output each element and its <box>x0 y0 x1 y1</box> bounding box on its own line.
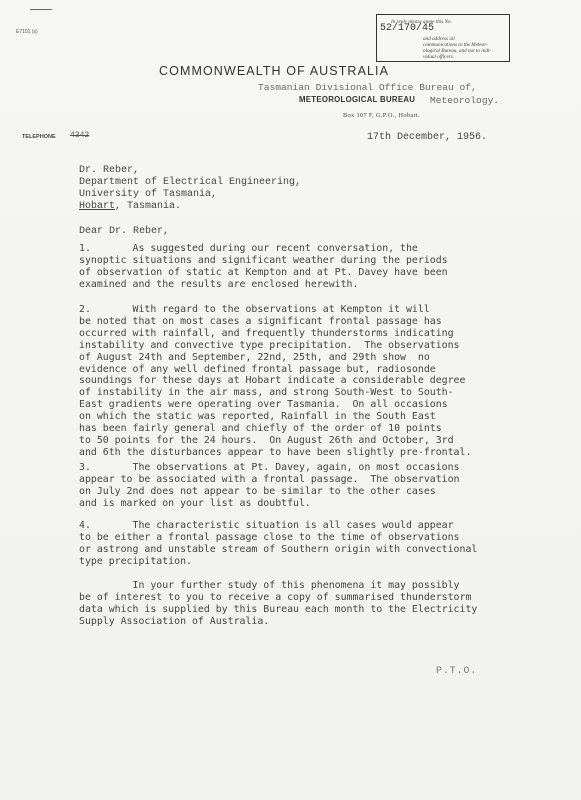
pto-marker: P.T.O. <box>436 665 478 676</box>
recipient-department: Department of Electrical Engineering, <box>79 177 302 188</box>
paragraph-2: 2. With regard to the observations at Kempton it will be noted that on most cases a significant frontal passage has occurred with rainfall, and frequently thunderstorms indicating instability and convective type precipitation. The observations of August 24th and September, 22nd, 25th, and 29th show no evidence of any well defined frontal passage but, radiosonde soundings for these days at Hobart indicate a considerable degree of instability in the air mass, and strong South-West to South- East gradients were operating over Tasmania. On all occasions on which the static was reported, Rainfall in the South East has been fairly general and chiefly of the order of 10 points to 50 points for the 24 hours. On August 26th and October, 3rd and 6th the disturbances appear to have been slightly pre-frontal. <box>79 304 472 458</box>
bureau-name: METEOROLOGICAL BUREAU <box>299 95 416 104</box>
paragraph-4: 4. The characteristic situation is all cases would appear to be either a frontal passage close to the time of observations or astrong and unstable stream of Southern origin with convectional type precipitation. <box>79 520 478 567</box>
postal-box: Box 107 F, G.P.O., Hobart. <box>343 112 420 119</box>
telephone-number: 4342 <box>70 131 90 140</box>
telephone-label: TELEPHONE <box>22 134 56 140</box>
letter-date: 17th December, 1956. <box>367 132 488 143</box>
recipient-name: Dr. Reber, <box>79 165 140 176</box>
reference-box <box>376 14 510 62</box>
recipient-city-rest: , Tasmania. <box>115 201 182 212</box>
ref-line-5: vidual officers. <box>423 54 455 60</box>
corner-mark <box>30 9 52 10</box>
recipient-university: University of Tasmania, <box>79 189 218 200</box>
ref-number: 52/170/45 <box>380 23 435 34</box>
office-line-2: Meteorology. <box>430 95 500 106</box>
ref-line-4: ological Bureau, and not to indi- <box>423 48 492 54</box>
ref-line-3: communications to the Meteor- <box>423 42 488 48</box>
ref-line-2: and address all <box>423 36 455 42</box>
paragraph-1: 1. As suggested during our recent conversation, the synoptic situations and significant weather during the periods of observation of static at Kempton and at Pt. Davey have been examined and the results are enclosed herewith. <box>79 243 448 290</box>
paragraph-3: 3. The observations at Pt. Davey, again, on most occasions appear to be associated with a frontal passage. The observation on July 2nd does not appear to be similar to the other cases and is marked on your list as doubtful. <box>79 462 460 509</box>
recipient-city <box>79 201 181 212</box>
form-code: E7101 (s) <box>16 29 38 35</box>
salutation: Dear Dr. Reber, <box>79 226 170 237</box>
recipient-city-underlined: Hobart <box>79 201 116 212</box>
office-line-1: Tasmanian Divisional Office Bureau of, <box>258 82 477 93</box>
ref-instruction: In reply please quote this No. <box>391 19 452 25</box>
paragraph-5: In your further study of this phenomena it may possibly be of interest to you to receive a copy of summarised thunderstorm data which is supplied by this Bureau each month to the Electricity Supply Association of Australia. <box>79 580 478 627</box>
letterhead-title: COMMONWEALTH OF AUSTRALIA <box>159 64 390 78</box>
